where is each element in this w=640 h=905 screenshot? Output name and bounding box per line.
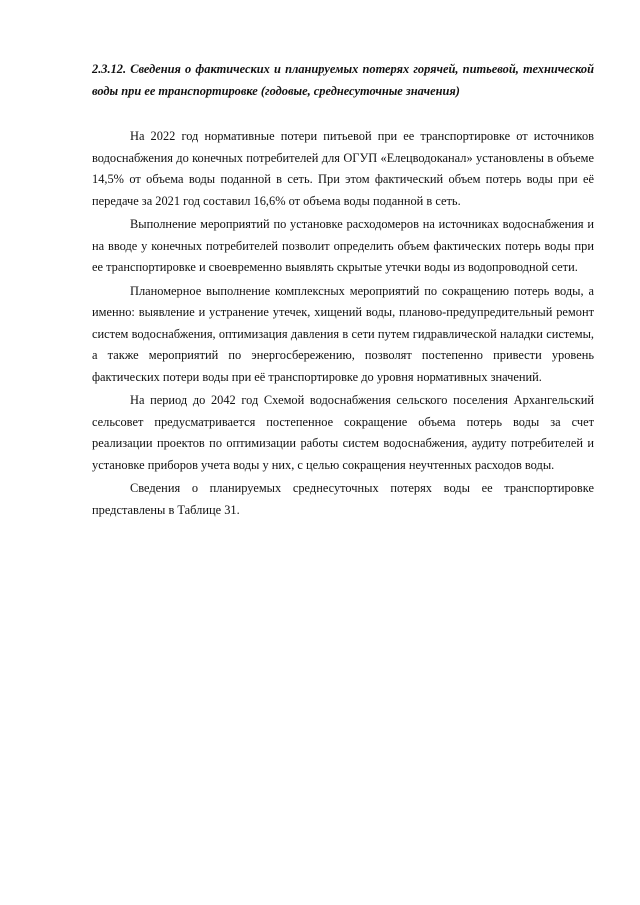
paragraph-3: Планомерное выполнение комплексных мероприятий по сокращению потерь воды, а именно: выявление и устранение утечек, хищений воды, планово-предупредительный ремонт систем водоснабжения, оптимизация давления в сети путем гидравлической наладки системы, а также мероприятий по энергосбережению, позволят постепенно привести уровень фактических потери воды при её транспортировке до уровня нормативных значений.	[92, 283, 594, 384]
paragraph-1: На 2022 год нормативные потери питьевой при ее транспортировке от источников водоснабжения до конечных потребителей для ОГУП «Елецводоканал» установлены в объеме 14,5% от объема воды поданной в сеть. При этом фактический объем потерь воды при её передаче за 2021 год составил 16,6% от объема воды поданной в сеть.	[92, 129, 594, 208]
paragraph-5: Сведения о планируемых среднесуточных потерях воды ее транспортировке представлены в Таблице 31.	[92, 481, 594, 517]
paragraph-2: Выполнение мероприятий по установке расходомеров на источниках водоснабжения и на вводе у конечных потребителей позволит определить объем фактических потерь воды при ее транспортировке и своевременно выявлять скрытые утечки воды из водопроводной сети.	[92, 217, 594, 274]
paragraph-4: На период до 2042 год Схемой водоснабжения сельского поселения Архангельский сельсовет предусматривается постепенное сокращение объема потерь воды за счет реализации проектов по оптимизации работы систем водоснабжения, аудиту потребителей и установке приборов учета воды у них, с целью сокращения неучтенных расходов воды.	[92, 393, 594, 472]
document-content	[92, 58, 594, 523]
section-heading: 2.3.12. Сведения о фактических и планируемых потерях горячей, питьевой, технической воды при ее транспортировке (годовые, среднесуточные значения)	[92, 62, 594, 98]
